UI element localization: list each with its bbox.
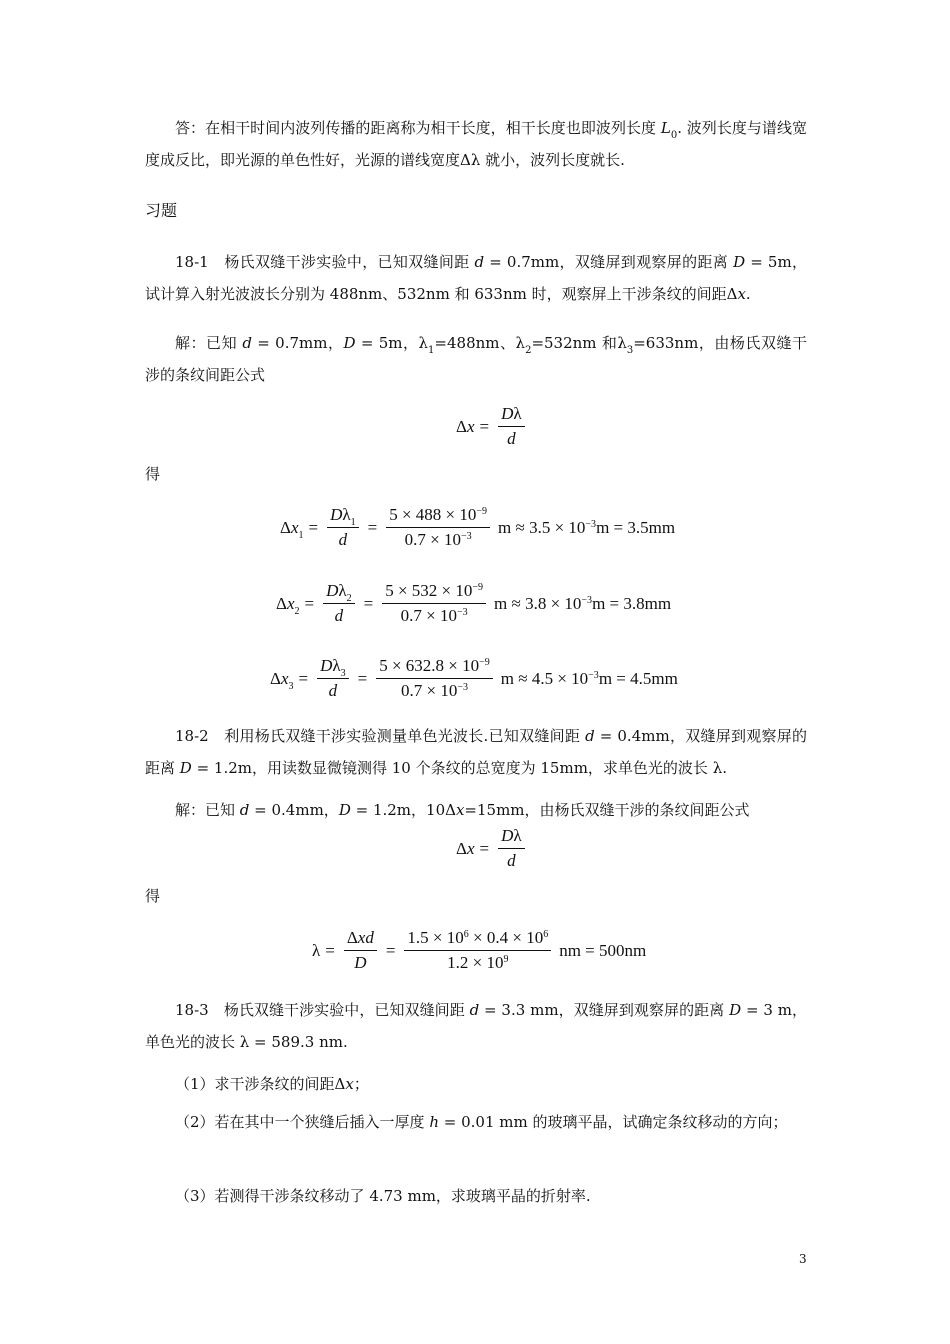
de-label-1: 得: [145, 465, 161, 483]
answer-paragraph: 答：在相干时间内波列传播的距离称为相干长度，相干长度也即波列长度 $L_0$. 波列长度与谱线宽度成反比，即光源的单色性好，光源的谱线宽度Δλ 就小，波列长度就长.: [145, 119, 807, 169]
problem-18-3-item-3: （3）若测得干涉条纹移动了 4.73 mm，求玻璃平晶的折射率.: [175, 1187, 591, 1205]
problem-18-2-question: 18-2 利用杨氏双缝干涉实验测量单色光波长.已知双缝间距 d = 0.4mm，双缝屏到观察屏的距离 D = 1.2m，用读数显微镜测得 10 个条纹的总宽度为 15mm，求单色光的波长 λ.: [145, 727, 807, 777]
problem-18-2-solution: 解：已知 d = 0.4mm，D = 1.2m，10Δx=15mm，由杨氏双缝干涉的条纹间距公式: [175, 801, 750, 819]
fringe-spacing-formula: Δx = $\frac{D\lambda}{d}$: [456, 404, 529, 449]
equation-dx1: $\Delta x_1$ = $\frac{D\lambda_1}{d}$ = $\frac{5 \times 488 \times 10^{-9}}{0.7 \times 10^{-3}}$ $m \approx 3.5 \times 10^{-3}m = 3.5mm$: [280, 505, 676, 549]
problem-18-3-item-2: （2）若在其中一个狭缝后插入一厚度 h = 0.01 mm 的玻璃平晶，试确定条纹移动的方向；: [175, 1113, 788, 1131]
equation-dx3: $\Delta x_3$ = $\frac{D\lambda_3}{d}$ = $\frac{5 \times 632.8 \times 10^{-9}}{0.7 \times 10^{-3}}$ $m \approx 4.5 \times 10^{-3}m = 4.5mm$: [270, 656, 678, 700]
de-label-2: 得: [145, 887, 161, 905]
equation-wavelength: λ = $\frac{\text{Δxd}}{D}$ = $\frac{1.5 \times 10^6 \times 0.4 \times 10^6}{1.2 \times 10^9}$ nm = 500nm: [312, 928, 647, 972]
problem-18-1-solution: 解：已知 d = 0.7mm，D = 5m，$\lambda_1=488nm$、$\lambda_2=532nm$ 和$\lambda_3=633nm$，由杨氏双缝干涉的条纹间距公式: [145, 334, 807, 384]
section-title: 习题: [145, 201, 178, 220]
fringe-spacing-formula-2: Δx = $\frac{D\lambda}{d}$: [456, 826, 529, 871]
problem-18-3-item-1: （1）求干涉条纹的间距Δx；: [175, 1075, 369, 1093]
problem-18-1-question: 18-1 杨氏双缝干涉实验中，已知双缝间距 d = 0.7mm，双缝屏到观察屏的距离 D = 5m，试计算入射光波波长分别为 488nm、532nm 和 633nm 时，观察屏上干涉条纹的间距Δx.: [145, 253, 808, 303]
fraction: $\frac{D\lambda}{d}$: [498, 404, 525, 449]
equation-dx2: $\Delta x_2$ = $\frac{D\lambda_2}{d}$ = $\frac{5 \times 532 \times 10^{-9}}{0.7 \times 10^{-3}}$ $m \approx 3.8 \times 10^{-3}m = 3.8mm$: [276, 581, 672, 625]
page-number: 3: [799, 1252, 807, 1266]
problem-18-3-question: 18-3 杨氏双缝干涉实验中，已知双缝间距 d = 3.3 mm，双缝屏到观察屏的距离 D = 3 m，单色光的波长 λ = 589.3 nm.: [145, 1001, 808, 1051]
